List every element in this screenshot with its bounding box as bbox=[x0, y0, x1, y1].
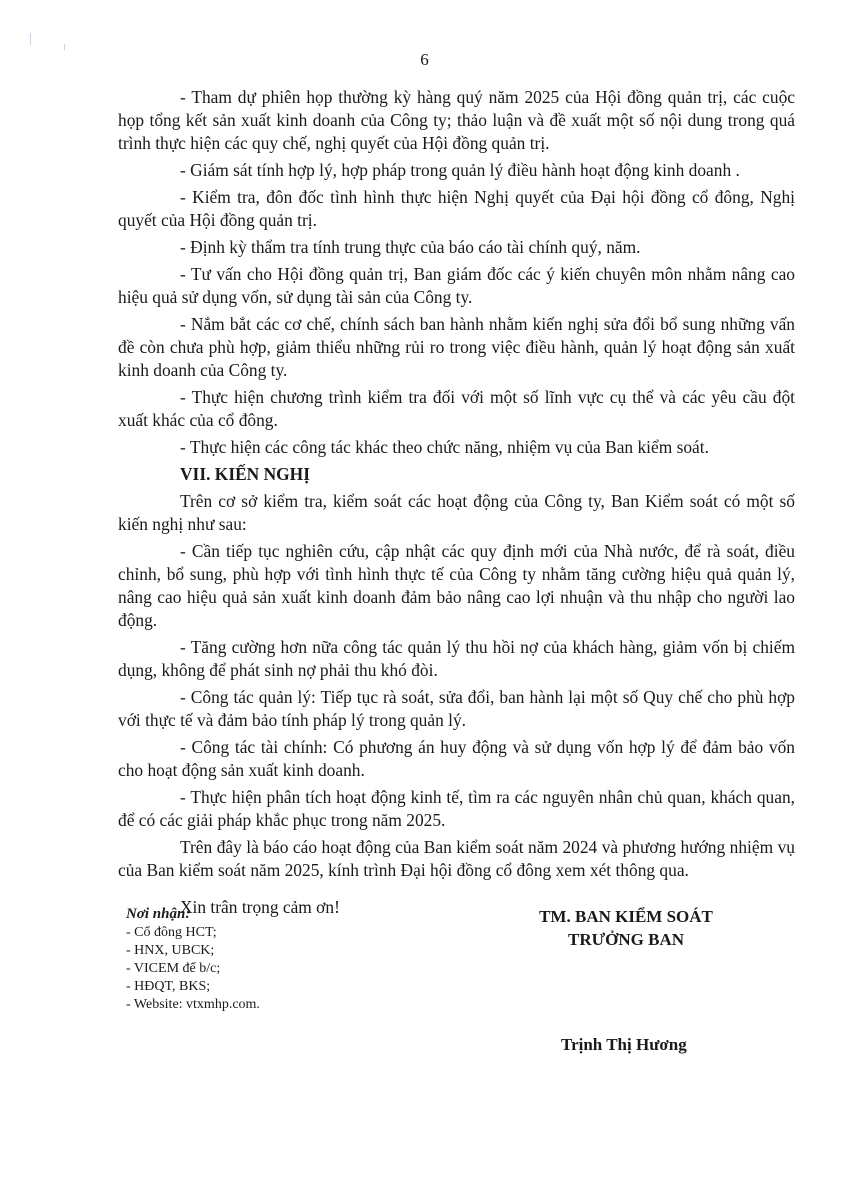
paragraph: - Công tác quản lý: Tiếp tục rà soát, sửa đổi, ban hành lại một số Quy chế cho phù hợp với thực tế và đảm bảo tính pháp lý trong quản lý. bbox=[118, 687, 795, 730]
paragraph: - Thực hiện chương trình kiểm tra đối với một số lĩnh vực cụ thể và các yêu cầu đột xuất khác của cổ đông. bbox=[118, 387, 795, 430]
paragraph: - Nắm bắt các cơ chế, chính sách ban hành nhằm kiến nghị sửa đổi bổ sung những vấn đề còn chưa phù hợp, giảm thiểu những rủi ro trong việc điều hành, quản lý hoạt động sản xuất kinh doanh của Công ty. bbox=[118, 314, 795, 380]
recipient-item: - Cổ đông HCT; bbox=[126, 925, 217, 940]
footer bbox=[118, 905, 795, 1065]
recipient-item: - HĐQT, BKS; bbox=[126, 979, 211, 994]
paragraph: Trên đây là báo cáo hoạt động của Ban kiểm soát năm 2024 và phương hướng nhiệm vụ của Ban kiểm soát năm 2025, kính trình Đại hội đồng cổ đông xem xét thông qua. bbox=[118, 837, 795, 880]
signer-name: Trịnh Thị Hương bbox=[561, 1035, 687, 1054]
signature-role: TRƯỞNG BAN bbox=[567, 930, 684, 949]
recipients-title: Nơi nhận: bbox=[126, 906, 191, 922]
paragraph: - Kiểm tra, đôn đốc tình hình thực hiện Nghị quyết của Đại hội đồng cổ đông, Nghị quyết của Hội đồng quản trị. bbox=[118, 187, 795, 230]
paragraph: - Cần tiếp tục nghiên cứu, cập nhật các quy định mới của Nhà nước, để rà soát, điều chỉnh, bổ sung, phù hợp với tình hình thực tế của Công ty nhằm tăng cường hiệu quả quản lý, nâng cao hiệu quả sản xuất kinh doanh đảm bảo nâng cao lợi nhuận và thu nhập cho người lao động. bbox=[118, 541, 795, 630]
paragraph: - Thực hiện các công tác khác theo chức năng, nhiệm vụ của Ban kiểm soát. bbox=[180, 437, 709, 457]
recipient-item: - HNX, UBCK; bbox=[126, 943, 215, 958]
closing-line: Xin trân trọng cảm ơn! bbox=[180, 897, 340, 917]
page-number: 6 bbox=[420, 50, 429, 69]
signature-block bbox=[536, 905, 716, 951]
paragraph: - Tư vấn cho Hội đồng quản trị, Ban giám đốc các ý kiến chuyên môn nhằm nâng cao hiệu quả sử dụng vốn, sử dụng tài sản của Công ty. bbox=[118, 264, 795, 307]
paragraph: - Giám sát tính hợp lý, hợp pháp trong quản lý điều hành hoạt động kinh doanh . bbox=[180, 160, 740, 180]
document-body bbox=[118, 86, 795, 923]
paragraph: - Định kỳ thẩm tra tính trung thực của báo cáo tài chính quý, năm. bbox=[180, 237, 641, 257]
paragraph: - Thực hiện phân tích hoạt động kinh tế, tìm ra các nguyên nhân chủ quan, khách quan, để có các giải pháp khắc phục trong năm 2025. bbox=[118, 787, 795, 830]
paragraph: - Công tác tài chính: Có phương án huy động và sử dụng vốn hợp lý để đảm bảo vốn cho hoạt động sản xuất kinh doanh. bbox=[118, 737, 795, 780]
recipient-item: - VICEM để b/c; bbox=[126, 961, 221, 976]
signature-title: TM. BAN KIỂM SOÁT bbox=[539, 907, 713, 926]
paragraph: Trên cơ sở kiểm tra, kiểm soát các hoạt động của Công ty, Ban Kiểm soát có một số kiến nghị như sau: bbox=[118, 491, 795, 534]
recipient-item: - Website: vtxmhp.com. bbox=[126, 997, 260, 1012]
section-heading: VII. KIẾN NGHỊ bbox=[180, 464, 310, 484]
recipients-block bbox=[126, 905, 260, 1014]
paragraph: - Tham dự phiên họp thường kỳ hàng quý năm 2025 của Hội đồng quản trị, các cuộc họp tổng kết sản xuất kinh doanh của Công ty; thảo luận và đề xuất một số nội dung trong quá trình thực hiện các quy chế, nghị quyết của Hội đồng quản trị. bbox=[118, 87, 795, 153]
scan-mark bbox=[30, 33, 31, 45]
paragraph: - Tăng cường hơn nữa công tác quản lý thu hồi nợ của khách hàng, giảm vốn bị chiếm dụng, không để phát sinh nợ phải thu khó đòi. bbox=[118, 637, 795, 680]
